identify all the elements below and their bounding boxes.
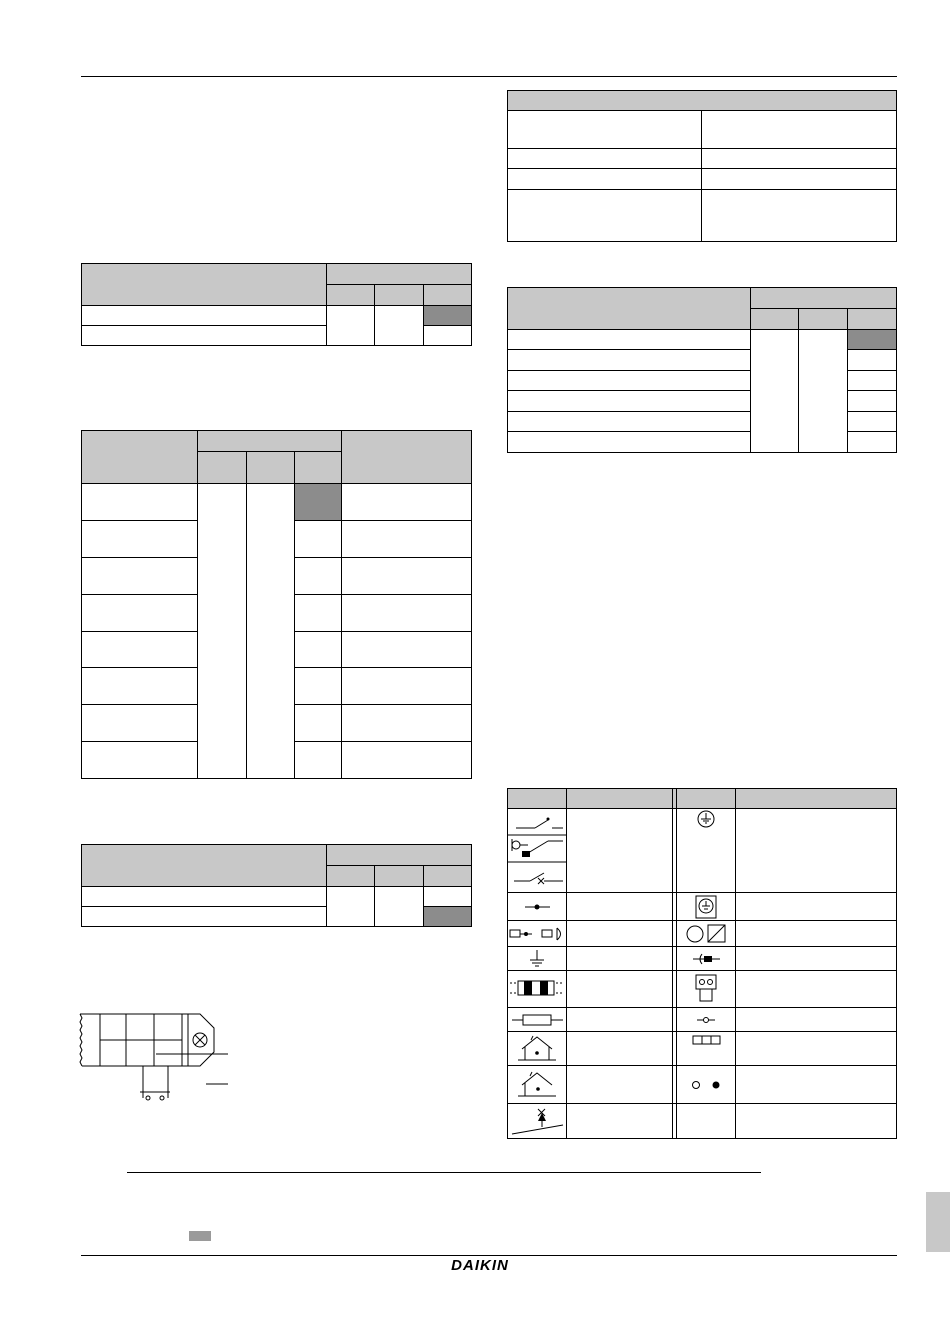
shaded-cell [424, 306, 472, 326]
switch-symbols-cell [508, 809, 567, 893]
plug-icon [677, 948, 736, 970]
circle-icon [677, 922, 736, 946]
outdoor-unit-icon [508, 1069, 567, 1101]
field-supply-icon [508, 1105, 567, 1137]
right-table-2 [507, 287, 897, 453]
table-cell [82, 306, 327, 326]
shaded-cell [848, 330, 897, 350]
protective-earth-icon [677, 894, 736, 920]
relay-connector-icon [677, 973, 736, 1005]
earth-icon [508, 948, 567, 970]
shaded-cell [295, 484, 342, 521]
shaded-cell [424, 907, 472, 927]
switch-icon [508, 809, 567, 889]
table-header-cell [82, 264, 327, 306]
legend-swatch [189, 1231, 211, 1241]
left-table-3 [81, 844, 472, 927]
block-icon [677, 1032, 736, 1048]
table-header-cell [327, 264, 472, 285]
terminal-strip-icon [508, 974, 567, 1004]
right-table-1 [507, 90, 897, 242]
fuse-icon [508, 1009, 567, 1031]
left-table-1 [81, 263, 472, 346]
symbols-header-cell [508, 789, 567, 809]
connector-icon [508, 922, 567, 946]
indoor-unit-icon [508, 1033, 567, 1065]
left-table-2 [81, 430, 472, 779]
connection-point-icon [508, 895, 567, 919]
open-closed-circle-icon [677, 1074, 736, 1096]
header-rule [81, 76, 897, 77]
wiring-diagram [78, 1010, 243, 1102]
footnote-rule [127, 1172, 761, 1173]
terminal-icon [677, 1009, 736, 1031]
daikin-logo: DAIKIN [451, 1257, 509, 1274]
symbols-table [507, 788, 897, 1139]
side-tab [926, 1192, 950, 1252]
protective-earth-icon [677, 809, 736, 833]
